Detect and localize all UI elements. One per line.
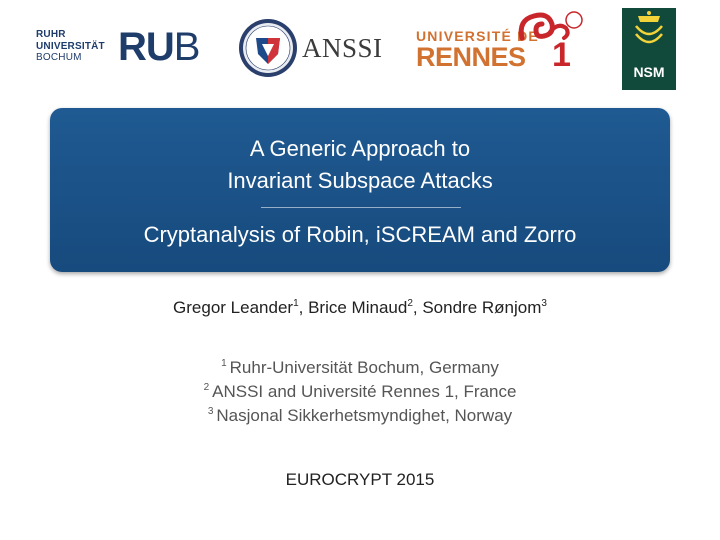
affiliation-sup: 3: [207, 406, 214, 417]
affiliation-sup: 2: [203, 382, 210, 393]
conference-name: EUROCRYPT 2015: [285, 470, 435, 489]
rub-logo: [118, 27, 199, 67]
title-line-1: A Generic Approach to: [249, 136, 471, 161]
nsm-logo-text: NSM: [633, 64, 665, 80]
author-sup: 1: [293, 298, 299, 309]
rennes-logo-number: 1: [552, 36, 571, 74]
affiliation-text: Ruhr-Universität Bochum, Germany: [229, 358, 499, 377]
crown-icon: [622, 8, 676, 58]
rub-line-1: RUHR: [36, 29, 66, 40]
subtitle: Cryptanalysis of Robin, iSCREAM and Zorro: [143, 222, 577, 247]
rennes-logo-top: UNIVERSITÉ DE: [416, 28, 539, 44]
rennes-logo-bottom: RENNES: [416, 42, 526, 72]
anssi-seal-icon: [238, 18, 298, 78]
logo-bar: [0, 0, 720, 100]
author-name: Sondre Rønjom: [422, 298, 542, 317]
title-divider: [261, 207, 461, 208]
anssi-logo-text: ANSSI: [302, 33, 383, 63]
nsm-logo: [622, 8, 676, 90]
author-name: Gregor Leander: [173, 298, 294, 317]
title-line-2: Invariant Subspace Attacks: [227, 168, 493, 193]
author-sup: 3: [541, 298, 547, 309]
affiliation-3: [0, 400, 720, 428]
squirrel-icon: [514, 8, 584, 48]
rub-line-3: BOCHUM: [36, 52, 82, 63]
title-box: [50, 108, 670, 272]
affiliation-sup: 1: [221, 358, 227, 369]
rub-logo-text: [36, 29, 105, 64]
author-sup: 2: [407, 298, 413, 309]
rub-logo-b: B: [173, 25, 200, 69]
rub-line-2: UNIVERSITÄT: [36, 40, 105, 52]
rub-logo-ru: RU: [118, 25, 174, 69]
affiliation-text: ANSSI and Université Rennes 1, France: [212, 382, 517, 401]
affiliation-text: Nasjonal Sikkerhetsmyndighet, Norway: [216, 406, 513, 425]
authors: Gregor Leander$^1$, Brice Minaud$^2$, Sondre Rønjom$^3$: [173, 298, 547, 317]
author-name: Brice Minaud: [308, 298, 408, 317]
